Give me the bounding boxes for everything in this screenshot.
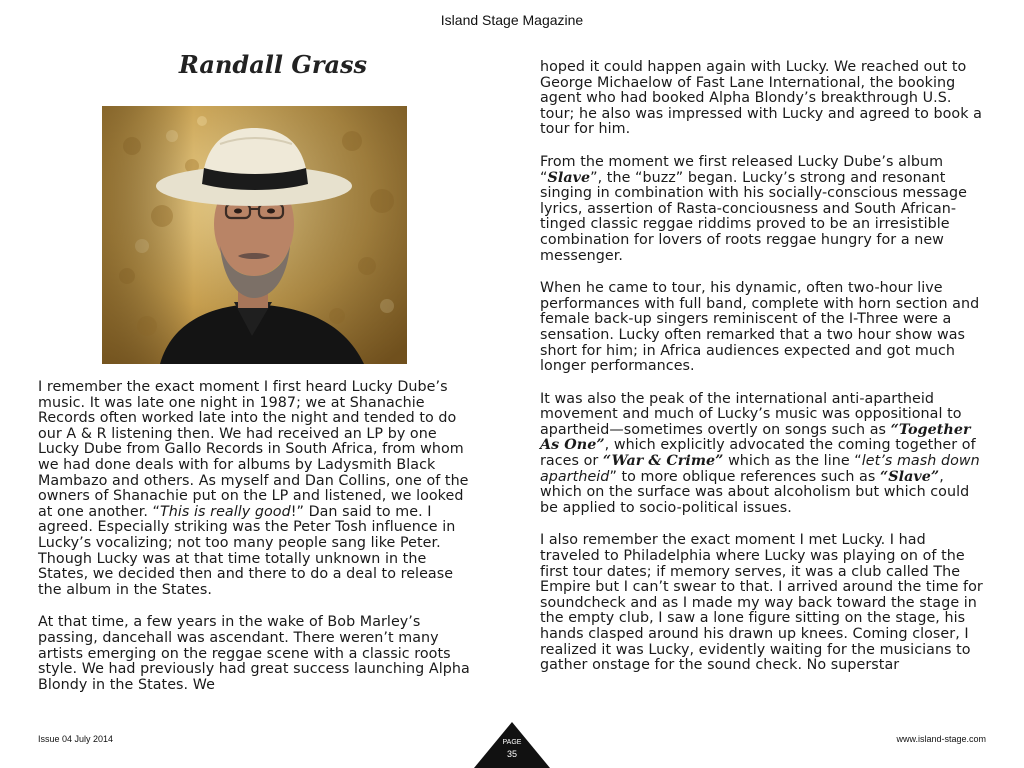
text-run: , which on the surface was about alcoholism but which could be applied to socio-political issues. [540, 468, 970, 516]
page-number: 35 [506, 749, 517, 759]
emphasis-text: let’s mash down apartheid [540, 453, 980, 485]
author-name: Randall Grass [178, 50, 368, 79]
text-run: which as the line “ [723, 453, 862, 470]
paragraph [540, 155, 990, 264]
text-run: hoped it could happen again with Lucky. We reached out to George Michaelow of Fast Lane International, the booking agent who had booked Alpha Blondy’s breakthrough U.S. tour; he also was impressed with Lucky and agreed to book a tour for him. [540, 59, 982, 138]
emphasis-text: This is really good [160, 503, 291, 520]
text-run: It was also the peak of the international anti-apartheid movement and much of Lucky’s music was oppositional to apartheid—sometimes overtly on songs such as [540, 390, 962, 438]
text-run: ” to more oblique references such as [609, 468, 880, 485]
text-run: ”, the “buzz” began. Lucky’s strong and resonant singing in combination with his socially-conscious message lyrics, assertion of Rasta-conciousness and South African-tinged classic reggae riddims proved to be an irresistible combination for lovers of roots reggae hungry for a new messenger. [540, 169, 968, 264]
page-word-label: PAGE [502, 739, 522, 746]
website-link[interactable]: www.island-stage.com [896, 734, 986, 744]
paragraph [540, 60, 990, 138]
text-run: , which explicitly advocated the coming together of races or [540, 437, 976, 470]
masthead-title: Island Stage Magazine [440, 12, 584, 28]
emphasis-text: “War & Crime” [602, 453, 724, 470]
text-run: I remember the exact moment I first heard Lucky Dube’s music. It was late one night in 1987; we at Shanachie Records often worked late into the night and tended to do our A & R listening then. We had received an LP by one Lucky Dube from Gallo Records in South Africa, from whom we had done deals with for albums by Ladysmith Black Mambazo and others. As myself and Dan Collins, one of the owners of Shanachie put on the LP and listened, we looked at one another. “ [38, 379, 469, 520]
left-column [38, 50, 478, 693]
left-body-text [38, 380, 478, 710]
text-run: I also remember the exact moment I met Lucky. I had traveled to Philadelphia where Lucky was playing on of the first tour dates; if memory serves, it was a club called The Empire but I can’t swear to that. I arrived around the time for soundcheck and as I made my way back toward the stage in the empty club, I saw a lone figure sitting on the stage, his hands clasped around his drawn up knees. Coming closer, I realized it was Lucky, evidently waiting for the musicians to gather onstage for the sound check. No superstar [540, 532, 983, 674]
paragraph [540, 533, 990, 673]
emphasis-text: “Together As One” [540, 421, 971, 454]
emphasis-text: Slave [547, 169, 591, 186]
paragraph [38, 380, 478, 598]
paragraph [540, 392, 990, 517]
text-run: When he came to tour, his dynamic, often two-hour live performances with full band, complete with horn section and female back-up singers reminiscent of the I-Three were a sensation. Lucky often remarked that a two hour show was short for him; in Africa audiences expected and got much longer performances. [540, 280, 980, 375]
paragraph [540, 281, 990, 375]
author-photo [102, 106, 407, 364]
portrait-icon [102, 106, 407, 364]
text-run: At that time, a few years in the wake of Bob Marley’s passing, dancehall was ascendant. There weren’t many artists emerging on the reggae scene with a classic roots style. We had previously had great success launching Alpha Blondy in the States. We [38, 614, 470, 693]
page-number-tab [474, 720, 550, 768]
paragraph [38, 615, 478, 693]
issue-date: Issue 04 July 2014 [38, 734, 114, 744]
text-run: !” Dan said to me. I agreed. Especially striking was the Peter Tosh influence in Lucky’s vocalizing; not too many people sang like Peter. Though Lucky was at that time totally unknown in the States, we decided then and there to do a deal to release the album in the States. [38, 503, 456, 598]
text-run: From the moment we first released Lucky Dube’s album “ [540, 153, 944, 186]
emphasis-text: “Slave” [879, 468, 940, 485]
right-column [540, 60, 990, 691]
